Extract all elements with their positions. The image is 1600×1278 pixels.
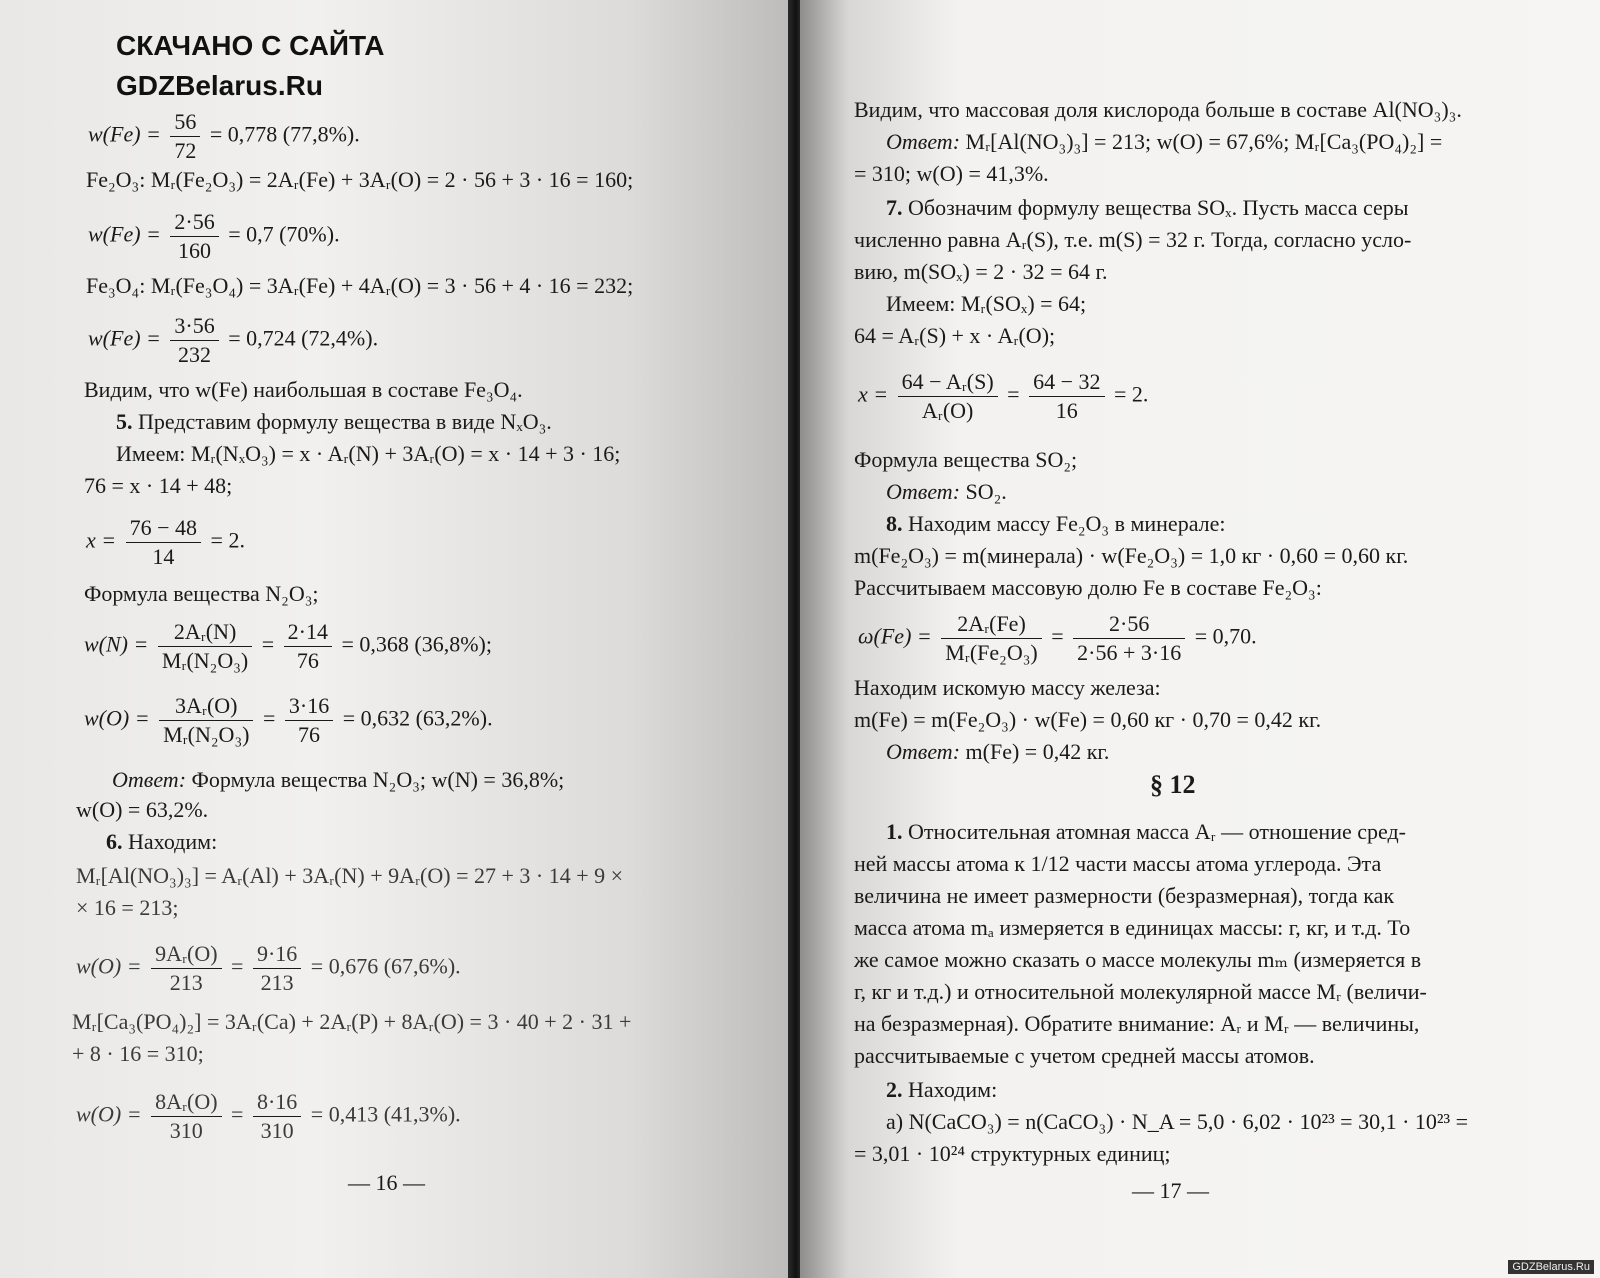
answer-8: Ответ: m(Fe) = 0,42 кг. — [886, 739, 1110, 764]
text-line: × 16 = 213; — [76, 895, 179, 920]
text-line: же самое можно сказать о массе молекулы mₘ (измеряется в — [854, 947, 1422, 972]
page-number-right: — 17 — — [1132, 1178, 1209, 1203]
text-line: 64 = Aᵣ(S) + x · Aᵣ(O); — [854, 323, 1056, 348]
answer-6: Ответ: Mᵣ[Al(NO₃)₃] = 213; w(O) = 67,6%; Mᵣ[Ca₃(PO₄)₂] = — [886, 129, 1443, 154]
text-line: Имеем: Mᵣ(NₓO₃) = x · Aᵣ(N) + 3Aᵣ(O) = x · 14 + 3 · 16; — [116, 441, 621, 466]
corner-watermark: GDZBelarus.Ru — [1508, 1260, 1594, 1274]
text-line: Формула вещества SO₂; — [854, 447, 1078, 472]
text-line: г, кг и т.д.) и относительной молекулярной массе Mᵣ (величи- — [854, 979, 1427, 1004]
fraction: $\frac{64 - 32}{16}$ — [1029, 368, 1104, 425]
text-line: на безразмерная). Обратите внимание: Aᵣ и Mᵣ — величины, — [854, 1011, 1420, 1036]
text-line: m(Fe) = m(Fe₂O₃) · w(Fe) = 0,60 кг · 0,70 = 0,42 кг. — [854, 707, 1322, 732]
text-line: масса атома mₐ измеряется в единицах массы: г, кг, и т.д. То — [854, 915, 1411, 940]
watermark — [116, 26, 385, 106]
equation-x-so: x = $\frac{\text{64 − Aᵣ(S)}}{\text{Aᵣ(O)}}$ = $\frac{64 - 32}{16}$ = 2. — [858, 369, 1149, 423]
equation-w-fe-feo: w(Fe) = $\frac{56}{72}$ = 0,778 (77,8%). — [88, 109, 360, 163]
fraction: $\frac{\text{8Aᵣ(O)}}{310}$ — [151, 1088, 221, 1145]
text-line: 76 = x · 14 + 48; — [84, 473, 233, 498]
text-line: = 3,01 · 10²⁴ структурных единиц; — [854, 1141, 1171, 1166]
problem-7-heading: 7. Обозначим формулу вещества SOₓ. Пусть масса серы — [886, 195, 1409, 220]
text-line: величина не имеет размерности (безразмерная), тогда как — [854, 883, 1395, 908]
problem-8-heading: 8. Находим массу Fe₂O₃ в минерале: — [886, 511, 1226, 536]
fraction: $\frac{2\cdot 14}{76}$ — [284, 618, 332, 675]
fraction: $\frac{9\cdot 16}{213}$ — [253, 940, 301, 997]
text-line: Рассчитываем массовую долю Fe в составе Fe₂O₃: — [854, 575, 1322, 600]
fraction: $\frac{2\cdot 56}{160}$ — [170, 208, 218, 265]
text-line: Mᵣ[Ca₃(PO₄)₂] = 3Aᵣ(Ca) + 2Aᵣ(P) + 8Aᵣ(O) = 3 · 40 + 2 · 31 + — [72, 1009, 632, 1034]
text-line: m(Fe₂O₃) = m(минерала) · w(Fe₂O₃) = 1,0 кг · 0,60 = 0,60 кг. — [854, 543, 1409, 568]
text-line: вию, m(SOₓ) = 2 · 32 = 64 г. — [854, 259, 1108, 284]
equation-w-o-al: w(O) = $\frac{\text{9Aᵣ(O)}}{213}$ = $\frac{9\cdot 16}{213}$ = 0,676 (67,6%). — [76, 941, 461, 995]
text-line: Формула вещества N₂O₃; — [84, 581, 319, 606]
text-line: w(O) = 63,2%. — [76, 797, 209, 822]
equation-w-o: w(O) = $\frac{\text{3Aᵣ(O)}}{\text{Mᵣ(N₂O₃)}}$ = $\frac{3\cdot 16}{76}$ = 0,632 (63,2%). — [84, 693, 493, 747]
fraction: $\frac{8\cdot 16}{310}$ — [253, 1088, 301, 1145]
text-line: ней массы атома к 1/12 части массы атома углерода. Эта — [854, 851, 1382, 876]
equation-w-fe-fe3o4: w(Fe) = $\frac{3\cdot 56}{232}$ = 0,724 (72,4%). — [88, 313, 379, 367]
equation-omega-fe: ω(Fe) = $\frac{\text{2Aᵣ(Fe)}}{\text{Mᵣ(Fe₂O₃)}}$ = $\frac{2\cdot 56}{2\cdot 56 + 3\cdot 16}$ = 0,70. — [858, 611, 1257, 665]
watermark-line-2: GDZBelarus.Ru — [116, 70, 323, 101]
text-line: Находим искомую массу железа: — [854, 675, 1161, 700]
fraction: $\frac{56}{72}$ — [170, 108, 200, 165]
text-line: Fe₂O₃: Mᵣ(Fe₂O₃) = 2Aᵣ(Fe) + 3Aᵣ(O) = 2 · 56 + 3 · 16 = 160; — [86, 167, 634, 192]
problem-6-heading: 6. Находим: — [106, 829, 218, 854]
problem-2-heading: 2. Находим: — [886, 1077, 998, 1102]
fraction: $\frac{3\cdot 16}{76}$ — [285, 692, 333, 749]
equation-w-n: w(N) = $\frac{\text{2Aᵣ(N)}}{\text{Mᵣ(N₂O₃)}}$ = $\frac{2\cdot 14}{76}$ = 0,368 (36,8%); — [84, 619, 492, 673]
problem-1-heading: 1. Относительная атомная масса Aᵣ — отношение сред- — [886, 819, 1406, 844]
page-number-left: — 16 — — [348, 1170, 425, 1195]
text-line: Fe₃O₄: Mᵣ(Fe₃O₄) = 3Aᵣ(Fe) + 4Aᵣ(O) = 3 · 56 + 4 · 16 = 232; — [86, 273, 634, 298]
fraction: $\frac{\text{9Aᵣ(O)}}{213}$ — [151, 940, 221, 997]
fraction: $\frac{\text{2Aᵣ(Fe)}}{\text{Mᵣ(Fe₂O₃)}}$ — [941, 610, 1042, 667]
answer-5: Ответ: Формула вещества N₂O₃; w(N) = 36,8%; — [112, 767, 565, 792]
text-line: Видим, что w(Fe) наибольшая в составе Fe₃O₄. — [84, 377, 523, 402]
fraction: $\frac{\text{2Aᵣ(N)}}{\text{Mᵣ(N₂O₃)}}$ — [158, 618, 252, 675]
answer-7: Ответ: SO₂. — [886, 479, 1007, 504]
equation-w-o-ca: w(O) = $\frac{\text{8Aᵣ(O)}}{310}$ = $\frac{8\cdot 16}{310}$ = 0,413 (41,3%). — [76, 1089, 461, 1143]
right-page — [800, 0, 1600, 1278]
text-line: а) N(CaCO₃) = n(CaCO₃) · N_A = 5,0 · 6,02 · 10²³ = 30,1 · 10²³ = — [886, 1109, 1469, 1134]
text-line: = 310; w(O) = 41,3%. — [854, 161, 1049, 186]
watermark-line-1: СКАЧАНО С САЙТА — [116, 30, 385, 61]
text-line: численно равна Aᵣ(S), т.е. m(S) = 32 г. Тогда, согласно усло- — [854, 227, 1412, 252]
fraction: $\frac{\text{64 − Aᵣ(S)}}{\text{Aᵣ(O)}}$ — [898, 368, 998, 425]
text-line: Mᵣ[Al(NO₃)₃] = Aᵣ(Al) + 3Aᵣ(N) + 9Aᵣ(O) = 27 + 3 · 14 + 9 × — [76, 863, 624, 888]
left-page — [0, 0, 790, 1278]
equation-w-fe-fe2o3: w(Fe) = $\frac{2\cdot 56}{160}$ = 0,7 (70%). — [88, 209, 340, 263]
fraction: $\frac{76 - 48}{14}$ — [126, 514, 201, 571]
problem-5-heading: 5. Представим формулу вещества в виде NₓO₃. — [116, 409, 552, 434]
text-line: + 8 · 16 = 310; — [72, 1041, 204, 1066]
text-line: рассчитываемые с учетом средней массы атомов. — [854, 1043, 1315, 1068]
fraction: $\frac{3\cdot 56}{232}$ — [170, 312, 218, 369]
fraction: $\frac{\text{3Aᵣ(O)}}{\text{Mᵣ(N₂O₃)}}$ — [159, 692, 253, 749]
text-line: Имеем: Mᵣ(SOₓ) = 64; — [886, 291, 1087, 316]
section-heading: § 12 — [1150, 770, 1196, 799]
fraction: $\frac{2\cdot 56}{2\cdot 56 + 3\cdot 16}$ — [1073, 610, 1185, 667]
equation-x: x = $\frac{76 - 48}{14}$ = 2. — [86, 515, 245, 569]
text-line: Видим, что массовая доля кислорода больше в составе Al(NO₃)₃. — [854, 97, 1462, 122]
